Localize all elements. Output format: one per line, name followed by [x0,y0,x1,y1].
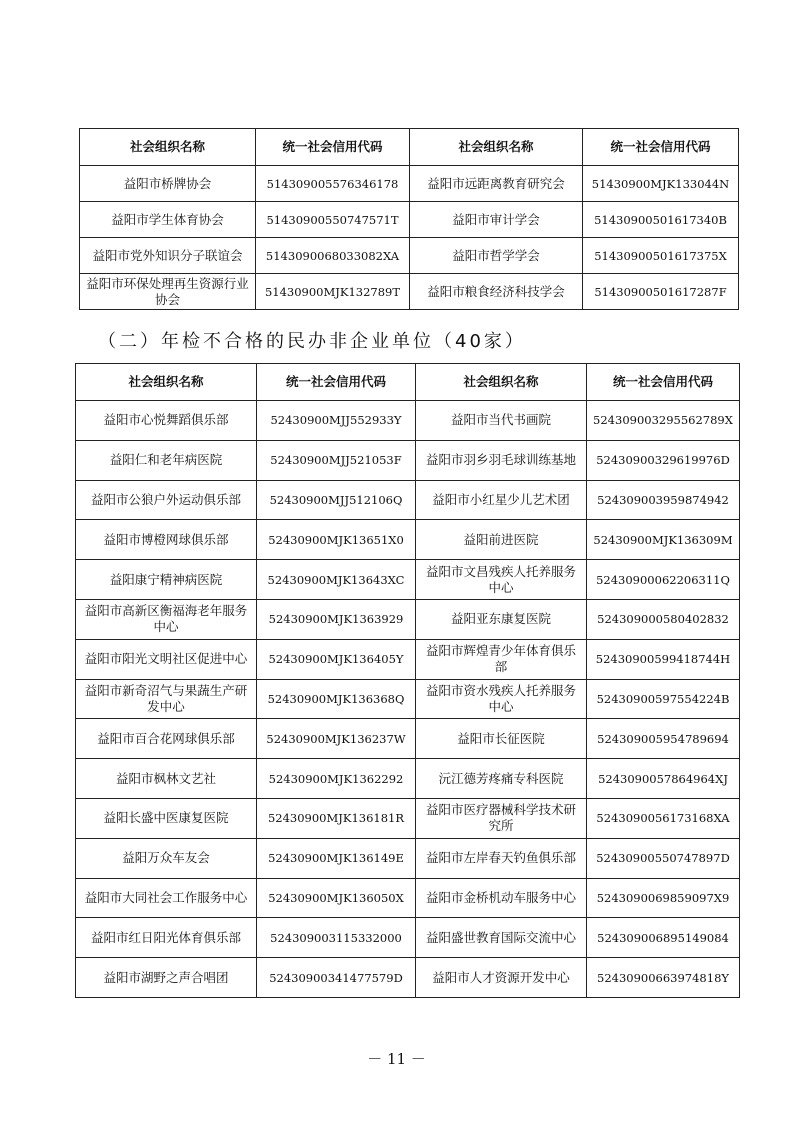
credit-code-cell: 514309005576346178 [256,166,410,202]
org-name-cell: 益阳前进医院 [416,520,587,560]
credit-code-cell: 524309003295562789X [587,401,740,441]
org-name-cell: 益阳市红日阳光体育俱乐部 [76,918,257,958]
credit-code-cell: 52430900MJK136405Y [257,639,416,679]
header-row [80,129,739,166]
header-credit-code: 统一社会信用代码 [257,364,416,401]
credit-code-cell: 52430900MJK1362292 [257,759,416,799]
credit-code-cell: 52430900MJK136181R [257,798,416,838]
annual-inspection-table-1 [79,128,739,310]
org-name-cell: 益阳市审计学会 [410,202,583,238]
org-name-cell: 益阳市湖野之声合唱团 [76,958,257,998]
org-name-cell: 益阳市文昌残疾人托养服务中心 [416,560,587,600]
table-row [76,958,740,998]
header-credit-code: 统一社会信用代码 [256,129,410,166]
credit-code-cell: 52430900599418744H [587,639,740,679]
credit-code-cell: 52430900MJK13651X0 [257,520,416,560]
credit-code-cell: 524309003959874942 [587,480,740,520]
credit-code-cell: 52430900MJK1363929 [257,599,416,639]
table-row [80,274,739,310]
table-row [76,401,740,441]
org-name-cell: 益阳市大同社会工作服务中心 [76,878,257,918]
org-name-cell: 益阳长盛中医康复医院 [76,798,257,838]
org-name-cell: 益阳市心悦舞蹈俱乐部 [76,401,257,441]
org-name-cell: 益阳市环保处理再生资源行业协会 [80,274,256,310]
credit-code-cell: 51430900501617340B [583,202,739,238]
table-row [76,759,740,799]
org-name-cell: 益阳市长征医院 [416,719,587,759]
org-name-cell: 益阳市小红星少儿艺术团 [416,480,587,520]
org-name-cell: 益阳康宁精神病医院 [76,560,257,600]
org-name-cell: 益阳万众车友会 [76,838,257,878]
credit-code-cell: 51430900MJK133044N [583,166,739,202]
credit-code-cell: 524309005954789694 [587,719,740,759]
credit-code-cell: 52430900329619976D [587,440,740,480]
org-name-cell: 益阳市博橙网球俱乐部 [76,520,257,560]
credit-code-cell: 5143090068033082XA [256,238,410,274]
credit-code-cell: 52430900MJK136309M [587,520,740,560]
table-row [76,520,740,560]
header-org-name: 社会组织名称 [416,364,587,401]
credit-code-cell: 5243090057864964XJ [587,759,740,799]
credit-code-cell: 52430900MJJ552933Y [257,401,416,441]
page-number: － 11 － [367,1050,426,1068]
header-org-name: 社会组织名称 [410,129,583,166]
credit-code-cell: 52430900597554224B [587,679,740,719]
table-row [76,480,740,520]
org-name-cell: 益阳市新奇沼气与果蔬生产研发中心 [76,679,257,719]
credit-code-cell: 52430900663974818Y [587,958,740,998]
org-name-cell: 益阳市枫林文艺社 [76,759,257,799]
org-name-cell: 益阳市高新区衡福海老年服务中心 [76,599,257,639]
credit-code-cell: 52430900MJK136149E [257,838,416,878]
table-row [76,918,740,958]
org-name-cell: 益阳市羽乡羽毛球训练基地 [416,440,587,480]
table-row [80,238,739,274]
header-org-name: 社会组织名称 [76,364,257,401]
org-name-cell: 沅江德芳疼痛专科医院 [416,759,587,799]
credit-code-cell: 51430900501617287F [583,274,739,310]
table-row [76,719,740,759]
credit-code-cell: 51430900550747571T [256,202,410,238]
credit-code-cell: 52430900062206311Q [587,560,740,600]
org-name-cell: 益阳市金桥机动车服务中心 [416,878,587,918]
table-row [76,679,740,719]
credit-code-cell: 52430900341477579D [257,958,416,998]
credit-code-cell: 52430900MJK136368Q [257,679,416,719]
credit-code-cell: 524309000580402832 [587,599,740,639]
credit-code-cell: 52430900MJJ512106Q [257,480,416,520]
org-name-cell: 益阳市桥牌协会 [80,166,256,202]
org-name-cell: 益阳市资水残疾人托养服务中心 [416,679,587,719]
annual-inspection-table-2 [75,363,740,998]
org-name-cell: 益阳盛世教育国际交流中心 [416,918,587,958]
table-row [76,798,740,838]
org-name-cell: 益阳市左岸春天钓鱼俱乐部 [416,838,587,878]
org-name-cell: 益阳市百合花网球俱乐部 [76,719,257,759]
header-credit-code: 统一社会信用代码 [587,364,740,401]
table-row [76,440,740,480]
org-name-cell: 益阳市人才资源开发中心 [416,958,587,998]
table-row [76,838,740,878]
credit-code-cell: 5243090056173168XA [587,798,740,838]
org-name-cell: 益阳市远距离教育研究会 [410,166,583,202]
header-org-name: 社会组织名称 [80,129,256,166]
credit-code-cell: 524309003115332000 [257,918,416,958]
header-credit-code: 统一社会信用代码 [583,129,739,166]
org-name-cell: 益阳市公狼户外运动俱乐部 [76,480,257,520]
credit-code-cell: 52430900MJK136237W [257,719,416,759]
credit-code-cell: 51430900501617375X [583,238,739,274]
table-row [76,599,740,639]
org-name-cell: 益阳市阳光文明社区促进中心 [76,639,257,679]
org-name-cell: 益阳市辉煌青少年体育俱乐部 [416,639,587,679]
table-row [80,166,739,202]
header-row [76,364,740,401]
credit-code-cell: 52430900550747897D [587,838,740,878]
table-row [76,639,740,679]
org-name-cell: 益阳市学生体育协会 [80,202,256,238]
table-row [76,878,740,918]
credit-code-cell: 524309006895149084 [587,918,740,958]
credit-code-cell: 52430900MJK136050X [257,878,416,918]
org-name-cell: 益阳市当代书画院 [416,401,587,441]
credit-code-cell: 51430900MJK132789T [256,274,410,310]
credit-code-cell: 5243090069859097X9 [587,878,740,918]
credit-code-cell: 52430900MJK13643XC [257,560,416,600]
org-name-cell: 益阳市医疗器械科学技术研究所 [416,798,587,838]
org-name-cell: 益阳市党外知识分子联谊会 [80,238,256,274]
org-name-cell: 益阳亚东康复医院 [416,599,587,639]
section-title: （二）年检不合格的民办非企业单位（40家） [98,331,526,352]
table-row [76,560,740,600]
credit-code-cell: 52430900MJJ521053F [257,440,416,480]
table-row [80,202,739,238]
org-name-cell: 益阳市粮食经济科技学会 [410,274,583,310]
org-name-cell: 益阳仁和老年病医院 [76,440,257,480]
org-name-cell: 益阳市哲学学会 [410,238,583,274]
